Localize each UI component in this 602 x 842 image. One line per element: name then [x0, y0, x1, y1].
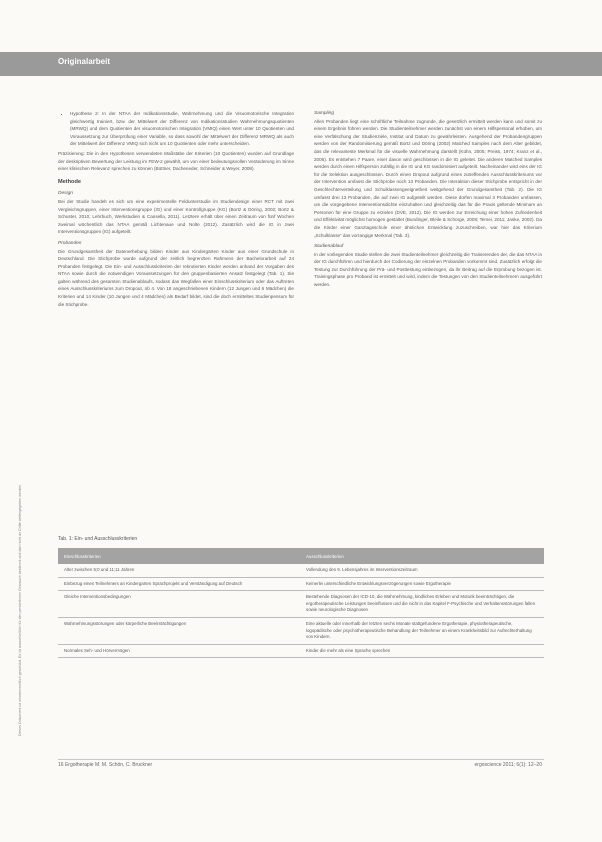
table-row [58, 617, 544, 644]
footer-journal: ergoscience 2011; 6(1): 12–20 [474, 762, 542, 768]
section-label: Originalarbeit [58, 57, 111, 66]
table-cell: Wahrnehmungsstörungen oder körperliche Beeinträchtigungen [58, 617, 300, 644]
sampling-paragraph: Allen Probanden liegt eine schriftliche Teilnahme zugrunde, die gesetzlich ermittelt werden kann und somit zu einem Ergebnis führen werden. Die Studienteilnehmer werden zunächst von einem Hilfspersonal erhoben, um eine Verfälschung der Studienziele, Institut und Datum zu gewährleisten. Ausgehend der Probandengruppen werden von der Randomisierung gemäß Bortz und Döring (2002) Matched Samples nach dem Alter gebildet, das die relevanteste Merkmal für die visuelle Wahrnehmung darstellt (Kühn, 2005; Preiss, 1974; Kranz et al., 2006). Es entstehen 7 Paare, einer davon wird geschlossen in die IG geleitet. Die anderen Matched Samples werden durch einen Hilfsperson zufällig in die IG und KG randomisiert aufgeteilt. Nacheinander wird eins der IG für die Selektion ausgeschlossen. Durch einen Dropout aufgrund eines zutreffenden Ausschlusskriteriums vor der Intervention umfasst die Stichprobe noch 13 Probanden. Die Interaktion dieser Stichprobe entspricht in der Geschlechterverteilung und Schulklassengeeignetheit weitgehend der Grundgesamtheit (Tab. 2). Die IG umfasst drei 13 Probanden, die auf zwei IG aufgeteilt werden. Diese dürfen maximal 3 Probanden umfassen, um die vorgegebene Interventionsdichte einzuhalten und gleichzeitig das für die Praxis geltende Minimum an Personen für eine Gruppe zu erzielen (DVE, 2012). Die IG werden zur Erreichung einer hohen Zufriedenheit und Effektivität möglichst homogen gestaltet (Bundinger, Bleile & Schorge, 2008; Temei, 2011; Janke, 2002). Da die Kinder einer Ganztagsschule einer ähnlichen Entwicklung zuzuschreiben, war hier das Kriterium „Schulklasse“ das vorrangige Merkmal (Tab. 3). [314, 118, 542, 238]
design-paragraph: Bei der Studie handelt es sich um eine experimentelle Feldunterstudie im Studiendesign einer RCT mit zwei Vergleichsgruppen, einer Interventionsgruppe (IG) und einer Kontrollgruppe (KG) (Bortz & Döring, 2002; Bortz & Schuster, 2010; Lehrbuch, Werkstudien & Cansella, 2011). Letztere erhält über einen Zeitraum von fünf Wochen zweimal wöchentlich das NTAA gemäß Lichtenaue und Nolte (2012). Zusätzlich wird die IG in zwei Interventionsgruppen (IG) aufgeteilt. [58, 198, 294, 235]
table-row [58, 591, 544, 618]
precision-paragraph: Präzisierung: Die in den Hypothesen verwendeten Maßstäbe der Kriterien (10 Quotienten) wurden auf Grundlage der deskriptiven Bewertung der Leistung im FEW-2 gewählt, um von einer bedeutungsvollen Veränderung im Sinne einer klinischen Relevanz sprechen zu können (Büttner, Dacheneder, Schneider & Weyer, 2008). [58, 150, 294, 172]
left-column [58, 110, 294, 310]
table-cell: Einbezug eines Teilnehmers an Kindergarten Sprachprojekt und Verständigung auf Deutsch [58, 577, 300, 591]
table-cell: Bestehende Diagnosen der ICD-10, die Wahrnehmung, kindliches Erleben und Motorik beeinträchtigen, die ergotherapeutische Leistungen beeinflussen und die nicht in das Kapitel F-Psychische und Verhaltensstörungen fallen sowie neurologische Diagnosen [300, 591, 544, 618]
table-cell: Alter zwischen 5;0 und 11;11 Jahren [58, 564, 300, 577]
table-cell: Gleiche Interventionsbedingungen [58, 591, 300, 618]
design-heading: Design [58, 191, 73, 197]
table-cell: Vollendung des 9. Lebensjahres im Interventionszeitraum [300, 564, 544, 577]
table-row [58, 564, 544, 577]
sample-heading: Probanden [58, 240, 82, 246]
study-flow-heading: Studienablauf [314, 244, 344, 250]
footer-divider [58, 759, 544, 760]
criteria-table [58, 548, 544, 658]
footer-citation: 16 Ergotherapie M. M. Schön, C. Bruckner [58, 762, 153, 768]
hypothesis-list [58, 110, 294, 148]
methods-heading: Methode [58, 178, 81, 185]
right-column [314, 110, 542, 291]
table-header-inclusion: Einschlusskriterien [58, 548, 300, 564]
table-cell: Normales Seh- und Hörvermögen [58, 644, 300, 658]
table-cell: Keinerlei unterschiedliche Entwicklungsverzögerungen sowie Ergotherapie [300, 577, 544, 591]
sample-paragraph: Die Grundgesamtheit der Datenerhebung bilden Kinder aus Kindergärten Kinder aus einer Grundschule in Deutschland. Die Stichprobe wurde aufgrund der zeitlich begrenzten Rahmens der Bachelorarbeit auf 24 Probanden festgelegt. Die Ein- und Ausschlusskriterien der rekrutierten Kinder werden anhand der Vorgaben des NTAA sowie durch die notwendigen Voraussetzungen für den gruppenbasierten Ansatz festgelegt (Tab. 1). Sie galten während des gesamten Studienablaufs, sodass das Wegfallen einer Einschlusskriterium oder das Auftreten eines Ausschlusskriteriums zum Dropout, ob 4. Von 18 angeschriebenen Kindern (12 Jungen und 6 Mädchen) die Kriterien und 14 Kinder (10 Jungen und 4 Mädchen) als Bedarf bildet, sind die doch ermitteltes Studienpensum für die Stichprobe. [58, 248, 294, 307]
table-cell: Kinder die mehr als eine Sprache sprechen [300, 644, 544, 658]
table-row [58, 644, 544, 658]
sampling-heading: Sampling [314, 111, 334, 116]
table-caption: Tab. 1: Ein- und Ausschlusskriterien [58, 536, 138, 542]
table-header-row [58, 548, 544, 564]
copyright-side-note: Dieses Dokument ist urheberrechtlich geschützt. Es ist ausschließlich für den persönlichen Gebrauch bestimmt und darf nicht an Dritte weitergegeben werden. [18, 483, 22, 736]
table-row [58, 577, 544, 591]
table-header-exclusion: Ausschlusskriterien [300, 548, 544, 564]
study-flow-paragraph: In der vorliegenden Studie stellen die zwei Studienteilnehmer gleichzeitig die Trainierenden der, die das NTAA in der IG durchführen und hierdurch der Codierung der einzelnen Probanden vorkommt sind. Zusätzlich erfolgt die Testung zur Durchführung der Prä- und Posttestung einbezogen, da ihr Beitrag auf die Erprobung bezogen ist. Trainingsphase pro Proband ist ermittelt und wird, indem die Testungen von den Studienteilnehmern ausgeführt werden. [314, 251, 542, 288]
table-cell: Eine aktuelle oder innerhalb der letzten sechs Monate stattgefundene Ergotherapie, physiotherapeutische, logopädische oder psychotherapeutische Behandlung der Teilnehmer an einem Krankheitsbild zur Aufrechterhaltung von Kindern. [300, 617, 544, 644]
hypothesis-item: • Hypothese 2: In der NTAA der Indikationsstudie, Wahrnehmung und die Visuomotorische Integration gleichwertig trainiert, bzw. der Mittelwert der Differenz von Indikationsstudien Wahrnehmungsquotienten (MRWQ) und dem Quotienten der visuomotorischen Integration (VMIQ) einen Wert unter 10 Quotienten und Voraussetzung zur Überprüfung einer Variable, so dass sowohl der Mittelwert der Differenz MRWQ als auch der Mittelwert der Differenz VMIQ sich nicht um 10 Quotienten oder mehr unterscheiden. [70, 110, 294, 148]
